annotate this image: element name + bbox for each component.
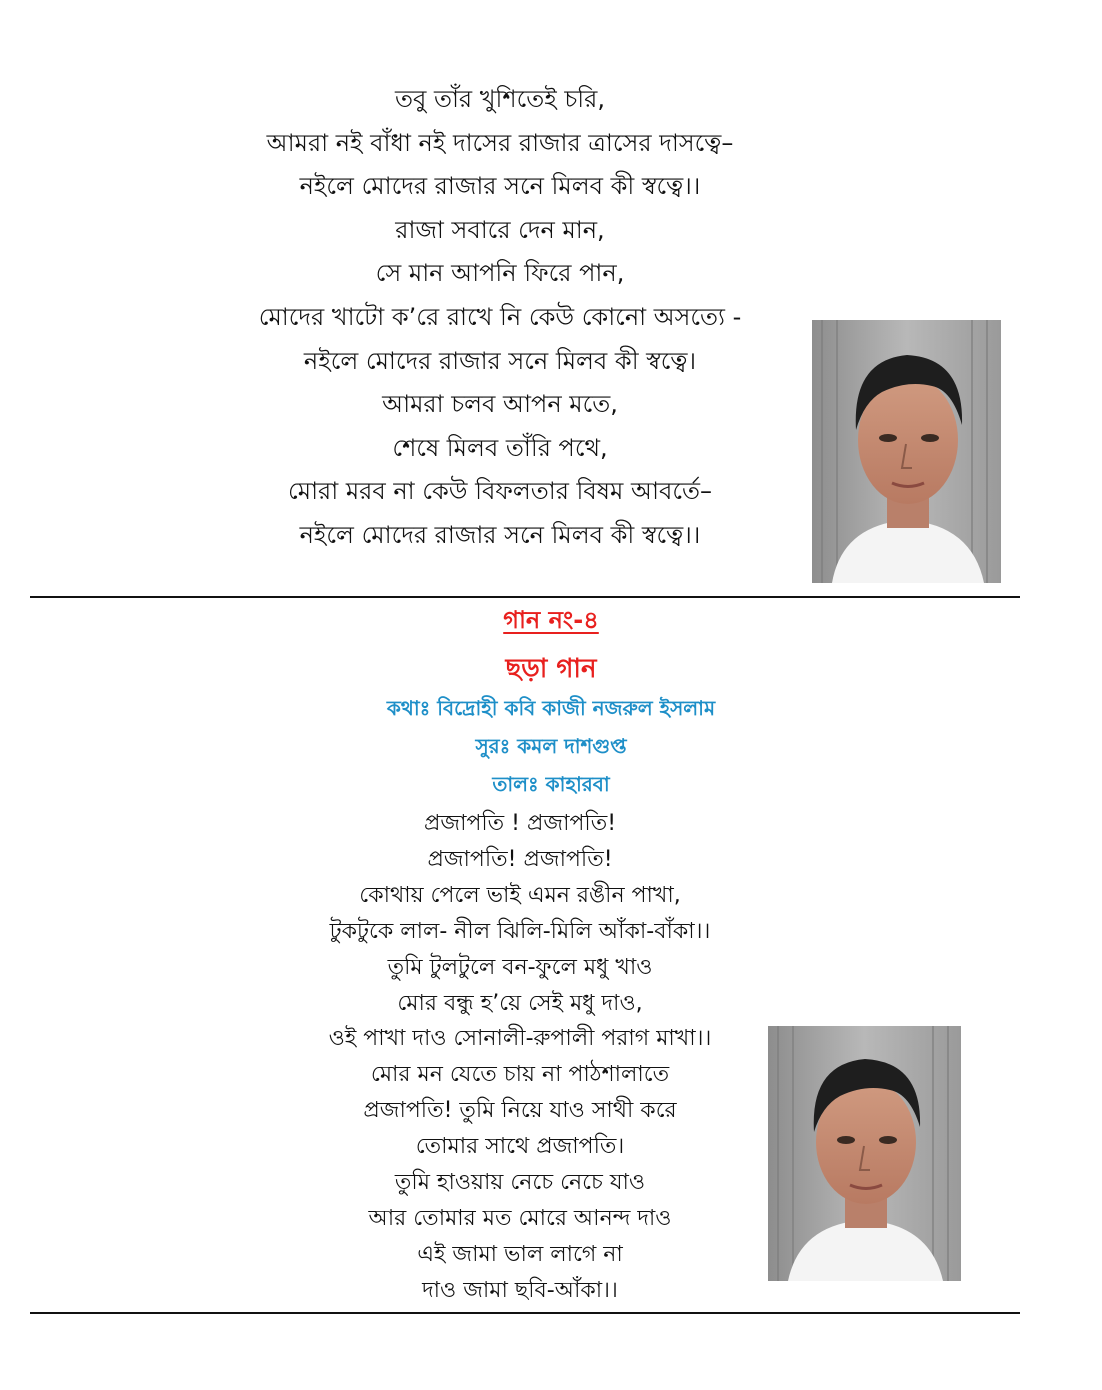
section-divider bbox=[30, 1312, 1020, 1314]
lyric-line: তোমার সাথে প্রজাপতি। bbox=[415, 1134, 625, 1160]
composer-credit: সুরঃ কমল দাশগুপ্ত bbox=[475, 734, 627, 758]
lyric-line: নইলে মোদের রাজার সনে মিলব কী স্বত্বে।। bbox=[299, 520, 701, 549]
lyric-line: দাও জামা ছবি-আঁকা।। bbox=[422, 1277, 618, 1303]
lyric-line: তবু তাঁর খুশিতেই চরি, bbox=[394, 85, 606, 113]
lyric-line: প্রজাপতি! প্রজাপতি! bbox=[427, 846, 613, 872]
lyric-line: টুকটুকে লাল- নীল ঝিলি-মিলি আঁকা-বাঁকা।। bbox=[329, 918, 711, 944]
lyric-line: সে মান আপনি ফিরে পান, bbox=[375, 259, 625, 288]
lyricist-credit: কথাঃ বিদ্রোহী কবি কাজী নজরুল ইসলাম bbox=[386, 696, 716, 720]
taal-credit: তালঃ কাহারবা bbox=[492, 772, 610, 796]
portrait-illustration bbox=[768, 1026, 961, 1281]
lyric-line: রাজা সবারে দেন মান, bbox=[395, 215, 605, 244]
lyric-line: শেষে মিলব তাঁরি পথে, bbox=[392, 433, 608, 462]
lyric-line: কোথায় পেলে ভাই এমন রঙীন পাখা, bbox=[359, 882, 681, 908]
lyric-line: আর তোমার মত মোরে আনন্দ দাও bbox=[368, 1205, 672, 1231]
singer-photo bbox=[812, 320, 1001, 583]
verse-block-1 bbox=[200, 78, 800, 558]
verse-block-2 bbox=[200, 806, 840, 1309]
lyric-line: প্রজাপতি! তুমি নিয়ে যাও সাথী করে bbox=[363, 1098, 677, 1124]
lyric-line: তুমি টুলটুলে বন-ফুলে মধু খাও bbox=[387, 954, 653, 980]
section-divider bbox=[30, 596, 1020, 598]
song-title: ছড়া গান bbox=[505, 654, 597, 684]
lyric-line: মোর মন যেতে চায় না পাঠশালাতে bbox=[370, 1062, 670, 1088]
lyric-line: মোর বন্ধু হ’য়ে সেই মধু দাও, bbox=[397, 990, 643, 1016]
lyric-line: মোরা মরব না কেউ বিফলতার বিষম আবর্তে– bbox=[288, 477, 712, 506]
lyric-line: তুমি হাওয়ায় নেচে নেচে যাও bbox=[394, 1170, 646, 1196]
lyric-line: আমরা নই বাঁধা নই দাসের রাজার ত্রাসের দাসত্বে– bbox=[266, 128, 734, 157]
portrait-illustration bbox=[812, 320, 1001, 583]
lyric-line: আমরা চলব আপন মতে, bbox=[382, 390, 618, 419]
lyric-line: মোদের খাটো ক’রে রাখে নি কেউ কোনো অসত্যে - bbox=[258, 302, 742, 331]
lyric-line: নইলে মোদের রাজার সনে মিলব কী স্বত্বে।। bbox=[299, 172, 701, 201]
lyric-line: এই জামা ভাল লাগে না bbox=[417, 1241, 623, 1267]
lyric-line: ওই পাখা দাও সোনালী-রুপালী পরাগ মাখা।। bbox=[328, 1026, 712, 1052]
lyric-line: প্রজাপতি ! প্রজাপতি! bbox=[423, 811, 617, 836]
lyric-line: নইলে মোদের রাজার সনে মিলব কী স্বত্বে। bbox=[303, 346, 697, 375]
singer-photo bbox=[768, 1026, 961, 1281]
song-number: গান নং-৪ bbox=[503, 606, 599, 634]
